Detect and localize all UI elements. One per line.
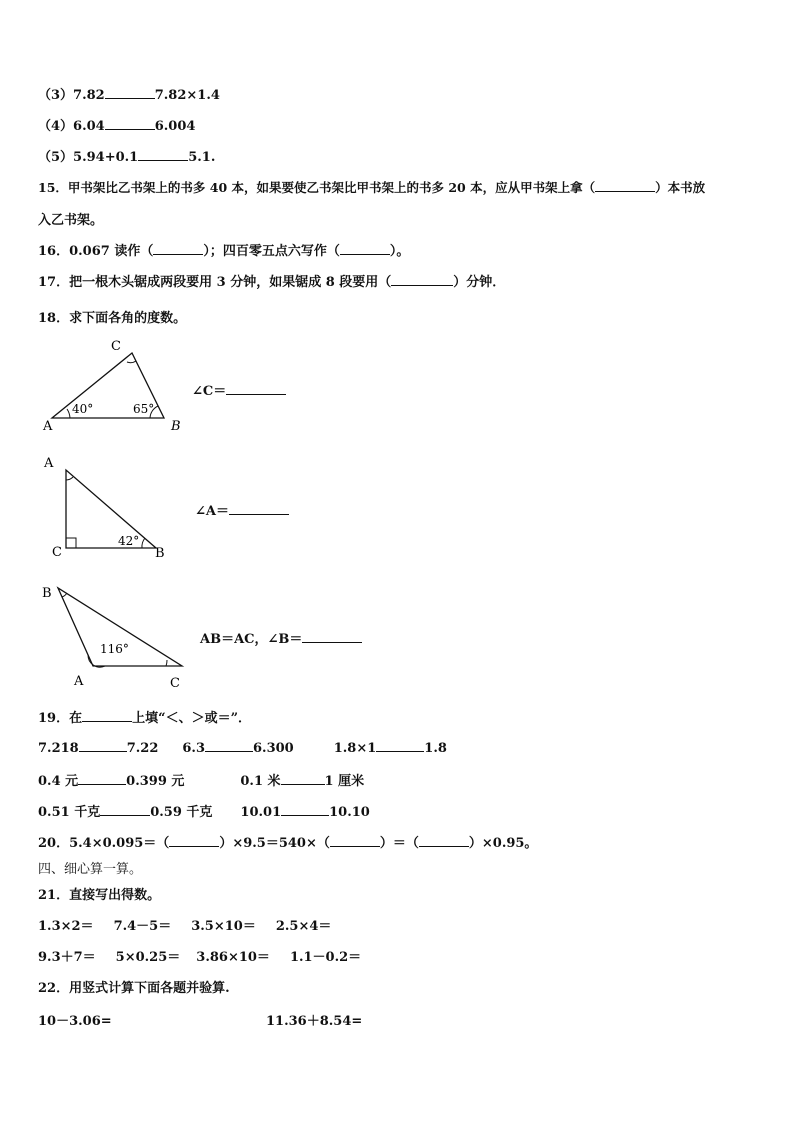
angle-a-value: 116° [100,642,129,656]
question-14-3 [38,84,220,103]
compare-left: 0.51 千克 [38,805,101,820]
answer-blank[interactable] [595,179,655,192]
question-21-row-1 [38,915,331,934]
question-text: ）分钟． [453,275,506,290]
answer-blank[interactable] [138,148,188,161]
angle-c-arc [166,660,167,666]
question-15-cont [38,209,103,228]
compare-right: 0.59 千克 [150,805,213,820]
question-21 [38,884,160,903]
question-text: AB＝AC，∠B＝ [200,632,303,647]
compare-left: 10.01 [240,805,282,820]
angle-b-arc [142,538,145,548]
compare-left: 6.3 [182,741,206,756]
triangle-figure-3 [38,583,198,693]
vertex-label-b: B [171,419,181,434]
angle-c-arc [127,361,136,363]
question-text: 7.82×1.4 [154,88,220,103]
answer-blank[interactable] [391,273,453,286]
question-19-row-3 [38,801,370,820]
answer-blank[interactable] [302,630,362,643]
angle-b-value: 65° [133,402,155,416]
question-14-5 [38,146,215,165]
compare-left: 0.4 元 [38,774,79,789]
question-text: 22．用竖式计算下面各题并验算. [38,981,230,996]
answer-blank[interactable] [376,739,424,752]
answer-blank[interactable] [205,739,253,752]
question-text: 6.004 [154,119,196,134]
vertex-label-c: C [170,676,180,691]
question-text: （4）6.04 [38,119,105,134]
answer-blank[interactable] [105,117,155,130]
compare-right: 6.300 [253,741,294,756]
question-text: ）本书放 [655,180,706,195]
angle-a-value: 40° [72,402,94,416]
question-17 [38,271,505,290]
question-text: 17．把一根木头锯成两段要用 3 分钟，如果锯成 8 段要用（ [38,275,392,290]
answer-blank[interactable] [340,242,390,255]
triangle-2-question [195,500,289,519]
compare-right: 1.8 [424,741,447,756]
question-22 [38,977,230,996]
answer-blank[interactable] [419,834,469,847]
question-text: ）×0.95。 [468,836,538,851]
triangle-3-drawing [38,583,198,693]
question-text: 入乙书架。 [38,213,104,228]
answer-blank[interactable] [82,709,132,722]
question-18 [38,307,186,326]
question-19-row-1 [38,739,447,756]
answer-blank[interactable] [79,739,127,752]
question-text: 上填“＜、＞或＝”． [132,711,252,726]
triangle-2-shape [66,470,156,548]
calc-item: 9.3＋7＝ [38,950,96,965]
calc-item: 7.4－5＝ [113,919,172,934]
question-text: 16．0.067 读作（ [38,244,154,259]
answer-blank[interactable] [281,803,329,816]
compare-left: 0.1 米 [240,774,281,789]
question-text: 15．甲书架比乙书架上的书多 40 本，如果要使乙书架比甲书架上的书多 20 本，应从甲书架上拿（ [38,180,596,195]
answer-blank[interactable] [78,772,126,785]
question-text: 19．在 [38,711,83,726]
triangle-1-drawing [38,335,198,435]
question-15 [38,178,705,196]
vertex-label-c: C [111,339,121,354]
answer-blank[interactable] [100,803,150,816]
question-22-item-1 [38,1010,112,1029]
calc-item: 3.5×10＝ [191,919,256,934]
compare-right: 1 厘米 [324,774,365,789]
angle-a-arc [66,477,73,480]
answer-blank[interactable] [153,242,203,255]
question-text: （3）7.82 [38,88,105,103]
compare-right: 0.399 元 [126,774,185,789]
vertex-label-a: A [43,419,53,434]
question-text: ∠C＝ [192,384,227,399]
triangle-figure-1 [38,335,198,435]
section-title: 四、细心算一算。 [38,862,143,877]
question-16 [38,240,409,259]
calc-item: 1.3×2＝ [38,919,94,934]
answer-blank[interactable] [105,86,155,99]
angle-a-arc [67,409,70,418]
answer-blank[interactable] [330,834,380,847]
calc-item: 5×0.25＝ [115,950,181,965]
vertex-label-c: C [52,545,62,560]
question-21-row-2 [38,946,361,965]
question-19-row-2 [38,770,364,789]
triangle-2-drawing [38,452,198,562]
answer-blank[interactable] [169,834,219,847]
question-14-4 [38,115,195,134]
right-angle-mark [66,538,76,548]
angle-b-value: 42° [118,534,140,548]
vertex-label-a: A [44,456,54,471]
calc-item: 2.5×4＝ [275,919,332,934]
question-text: 5.1. [188,150,216,165]
question-text: 20．5.4×0.095＝（ [38,836,170,851]
question-text: 21．直接写出得数。 [38,888,161,903]
calc-item: 10－3.06= [38,1014,112,1029]
angle-b-arc [62,593,67,597]
triangle-3-question [200,628,362,647]
answer-blank[interactable] [229,502,289,515]
calc-item: 11.36＋8.54= [266,1014,363,1029]
question-text: ∠A＝ [195,504,229,519]
calc-item: 3.86×10＝ [196,950,270,965]
answer-blank[interactable] [281,772,325,785]
question-text: ）。 [389,244,410,259]
compare-right: 7.22 [126,741,159,756]
question-20 [38,832,537,851]
compare-left: 7.218 [38,741,79,756]
vertex-label-a: A [74,674,84,689]
question-19 [38,707,251,726]
question-text: 18．求下面各角的度数。 [38,311,187,326]
question-text: （5）5.94+0.1 [38,150,139,165]
section-heading [38,858,142,877]
calc-item: 1.1－0.2＝ [289,950,362,965]
triangle-figure-2 [38,452,198,562]
question-text: ）＝（ [379,836,419,851]
question-text: ）；四百零五点六写作（ [203,244,340,259]
compare-left: 1.8×1 [333,741,377,756]
vertex-label-b: B [42,586,52,601]
compare-right: 10.10 [329,805,370,820]
triangle-1-question [192,380,286,399]
question-22-item-2 [266,1010,362,1029]
question-text: ）×9.5＝540×（ [219,836,330,851]
answer-blank[interactable] [226,382,286,395]
vertex-label-b: B [155,546,165,561]
